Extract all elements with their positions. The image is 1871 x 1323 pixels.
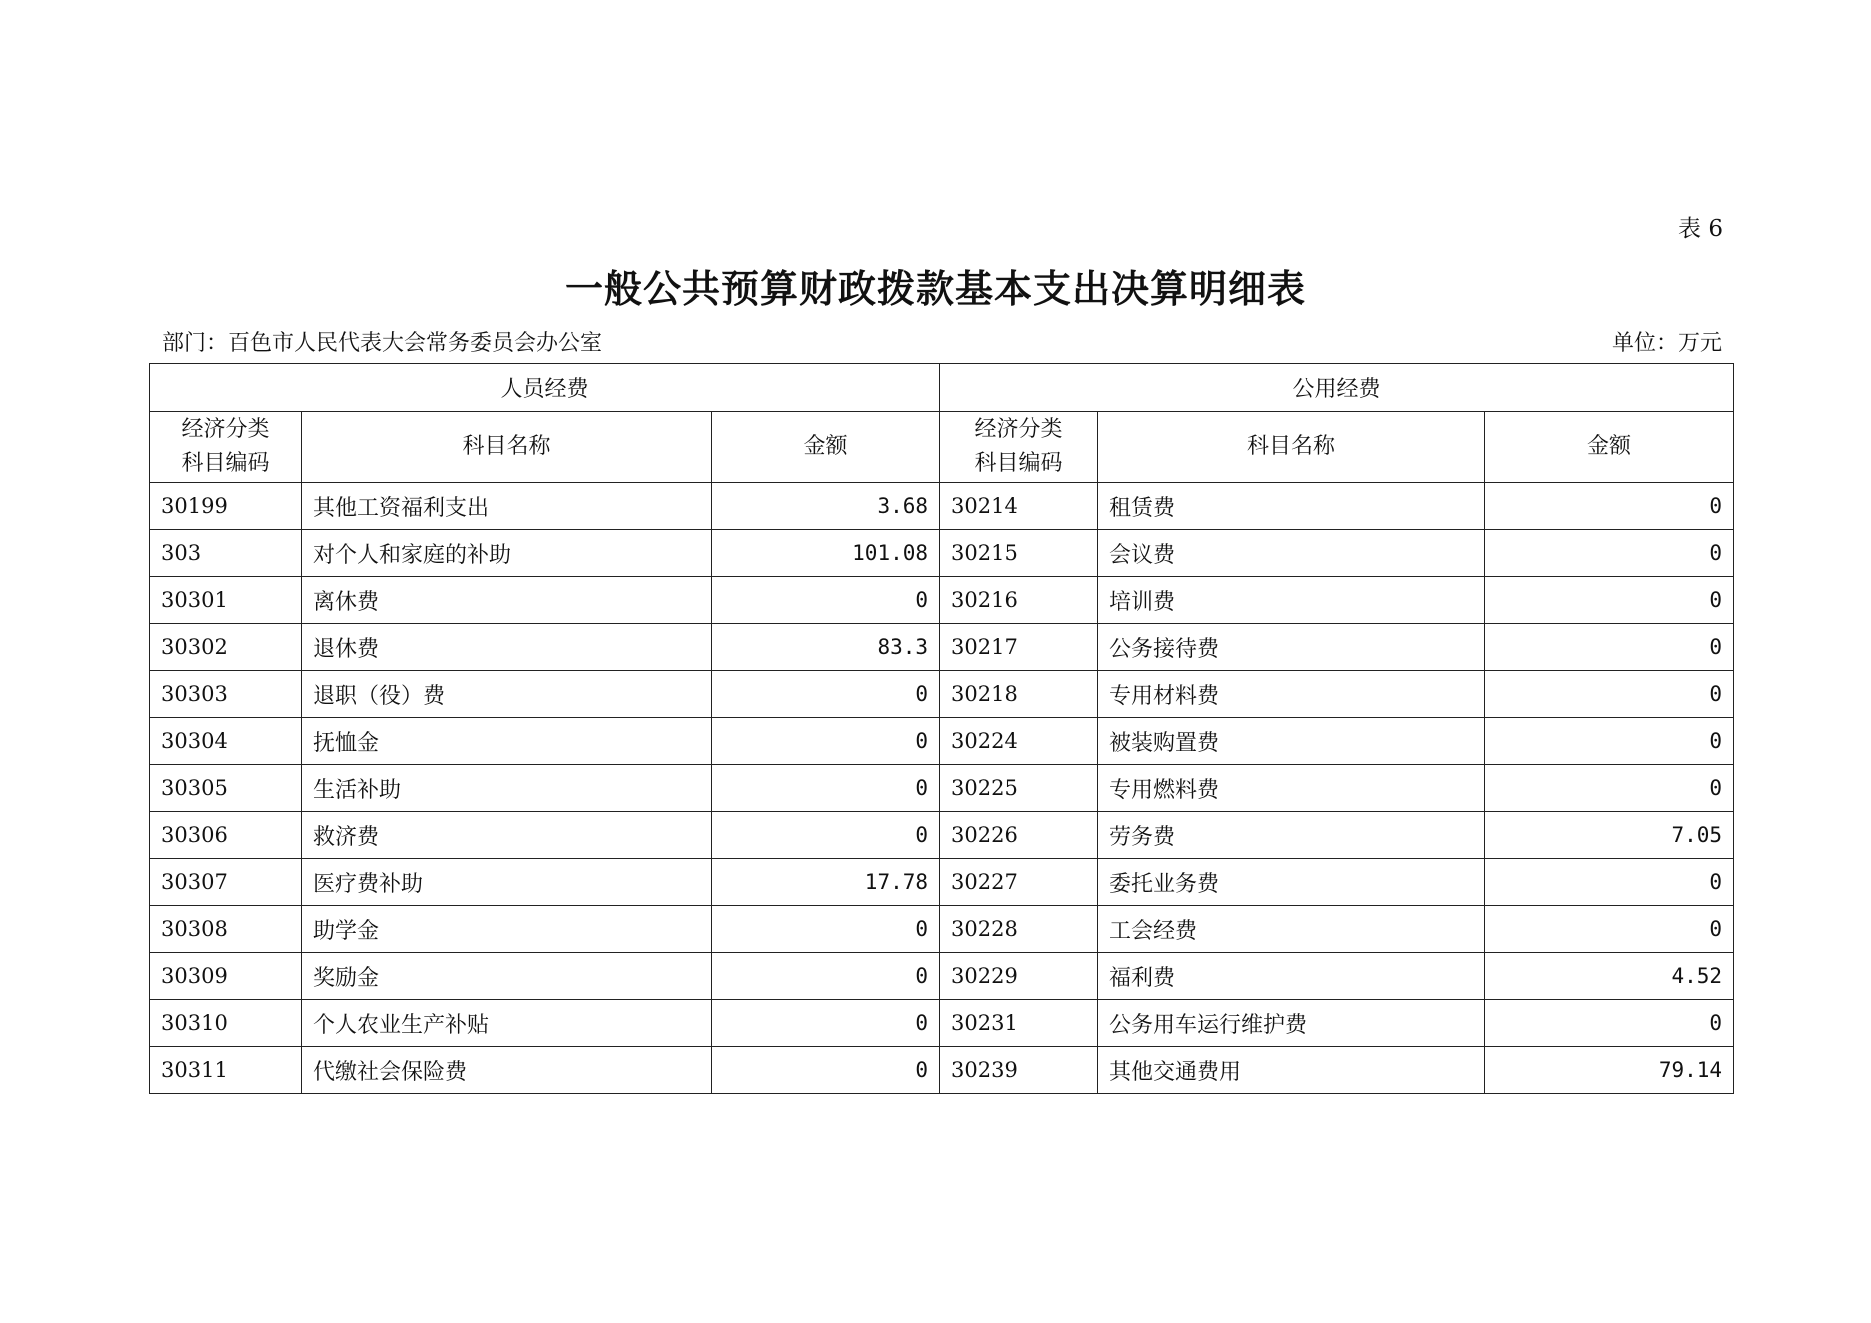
personnel-amount-cell: 0 [712, 671, 940, 718]
public-code-cell: 30239 [940, 1047, 1098, 1094]
personnel-code-cell: 30311 [150, 1047, 302, 1094]
personnel-code-cell: 303 [150, 530, 302, 577]
public-amount-cell: 4.52 [1485, 953, 1734, 1000]
public-code-cell: 30229 [940, 953, 1098, 1000]
personnel-code-cell: 30303 [150, 671, 302, 718]
table-row [150, 718, 1734, 765]
table-row [150, 906, 1734, 953]
public-code-cell: 30217 [940, 624, 1098, 671]
public-name-cell: 公务用车运行维护费 [1098, 1000, 1485, 1047]
personnel-code-cell: 30302 [150, 624, 302, 671]
personnel-name-cell: 代缴社会保险费 [302, 1047, 712, 1094]
section-header-row [150, 364, 1734, 412]
public-name-cell: 租赁费 [1098, 483, 1485, 530]
personnel-name-cell: 个人农业生产补贴 [302, 1000, 712, 1047]
personnel-name-cell: 助学金 [302, 906, 712, 953]
personnel-name-cell: 退休费 [302, 624, 712, 671]
header-personnel-name: 科目名称 [302, 412, 712, 483]
personnel-name-cell: 其他工资福利支出 [302, 483, 712, 530]
public-code-cell: 30225 [940, 765, 1098, 812]
public-name-cell: 专用材料费 [1098, 671, 1485, 718]
personnel-code-cell: 30304 [150, 718, 302, 765]
public-amount-cell: 0 [1485, 624, 1734, 671]
table-row [150, 765, 1734, 812]
table-row [150, 859, 1734, 906]
personnel-name-cell: 救济费 [302, 812, 712, 859]
personnel-amount-cell: 101.08 [712, 530, 940, 577]
section-public: 公用经费 [940, 364, 1734, 412]
section-personnel: 人员经费 [150, 364, 940, 412]
public-name-cell: 工会经费 [1098, 906, 1485, 953]
personnel-name-cell: 生活补助 [302, 765, 712, 812]
public-amount-cell: 0 [1485, 483, 1734, 530]
table-number: 表 6 [1678, 216, 1723, 242]
personnel-name-cell: 医疗费补助 [302, 859, 712, 906]
public-code-cell: 30215 [940, 530, 1098, 577]
personnel-amount-cell: 0 [712, 906, 940, 953]
public-name-cell: 被装购置费 [1098, 718, 1485, 765]
public-amount-cell: 0 [1485, 906, 1734, 953]
public-name-cell: 其他交通费用 [1098, 1047, 1485, 1094]
header-public-amount: 金额 [1485, 412, 1734, 483]
public-amount-cell: 0 [1485, 765, 1734, 812]
personnel-amount-cell: 17.78 [712, 859, 940, 906]
personnel-amount-cell: 0 [712, 812, 940, 859]
personnel-amount-cell: 0 [712, 577, 940, 624]
table-row [150, 624, 1734, 671]
table-row [150, 671, 1734, 718]
public-name-cell: 劳务费 [1098, 812, 1485, 859]
department-label: 部门：百色市人民代表大会常务委员会办公室 [162, 331, 603, 356]
public-name-cell: 培训费 [1098, 577, 1485, 624]
public-code-cell: 30224 [940, 718, 1098, 765]
public-amount-cell: 0 [1485, 530, 1734, 577]
personnel-code-cell: 30307 [150, 859, 302, 906]
public-amount-cell: 79.14 [1485, 1047, 1734, 1094]
public-code-cell: 30227 [940, 859, 1098, 906]
column-header-row [150, 412, 1734, 483]
table-row [150, 1047, 1734, 1094]
header-public-name: 科目名称 [1098, 412, 1485, 483]
public-name-cell: 专用燃料费 [1098, 765, 1485, 812]
public-name-cell: 福利费 [1098, 953, 1485, 1000]
table-row [150, 953, 1734, 1000]
personnel-amount-cell: 83.3 [712, 624, 940, 671]
personnel-code-cell: 30305 [150, 765, 302, 812]
header-personnel-amount: 金额 [712, 412, 940, 483]
table-row [150, 530, 1734, 577]
public-code-cell: 30228 [940, 906, 1098, 953]
personnel-amount-cell: 0 [712, 1047, 940, 1094]
personnel-amount-cell: 0 [712, 953, 940, 1000]
unit-label: 单位：万元 [1611, 331, 1722, 356]
table-body [150, 483, 1734, 1094]
public-amount-cell: 0 [1485, 577, 1734, 624]
header-public-code: 经济分类 科目编码 [940, 412, 1098, 483]
personnel-code-cell: 30199 [150, 483, 302, 530]
personnel-name-cell: 退职（役）费 [302, 671, 712, 718]
personnel-code-cell: 30308 [150, 906, 302, 953]
public-amount-cell: 0 [1485, 859, 1734, 906]
public-name-cell: 公务接待费 [1098, 624, 1485, 671]
table-row [150, 577, 1734, 624]
public-name-cell: 委托业务费 [1098, 859, 1485, 906]
public-code-cell: 30214 [940, 483, 1098, 530]
personnel-code-cell: 30306 [150, 812, 302, 859]
personnel-amount-cell: 0 [712, 1000, 940, 1047]
public-amount-cell: 0 [1485, 671, 1734, 718]
personnel-name-cell: 对个人和家庭的补助 [302, 530, 712, 577]
table-row [150, 1000, 1734, 1047]
public-name-cell: 会议费 [1098, 530, 1485, 577]
table-row [150, 483, 1734, 530]
header-personnel-code: 经济分类 科目编码 [150, 412, 302, 483]
public-amount-cell: 0 [1485, 718, 1734, 765]
public-code-cell: 30226 [940, 812, 1098, 859]
table-row [150, 812, 1734, 859]
personnel-amount-cell: 0 [712, 765, 940, 812]
personnel-name-cell: 奖励金 [302, 953, 712, 1000]
public-code-cell: 30218 [940, 671, 1098, 718]
personnel-code-cell: 30301 [150, 577, 302, 624]
budget-table [149, 363, 1734, 1094]
page-title: 一般公共预算财政拨款基本支出决算明细表 [564, 266, 1306, 311]
public-code-cell: 30231 [940, 1000, 1098, 1047]
personnel-code-cell: 30310 [150, 1000, 302, 1047]
public-code-cell: 30216 [940, 577, 1098, 624]
personnel-code-cell: 30309 [150, 953, 302, 1000]
personnel-name-cell: 离休费 [302, 577, 712, 624]
personnel-amount-cell: 3.68 [712, 483, 940, 530]
personnel-name-cell: 抚恤金 [302, 718, 712, 765]
personnel-amount-cell: 0 [712, 718, 940, 765]
public-amount-cell: 7.05 [1485, 812, 1734, 859]
public-amount-cell: 0 [1485, 1000, 1734, 1047]
